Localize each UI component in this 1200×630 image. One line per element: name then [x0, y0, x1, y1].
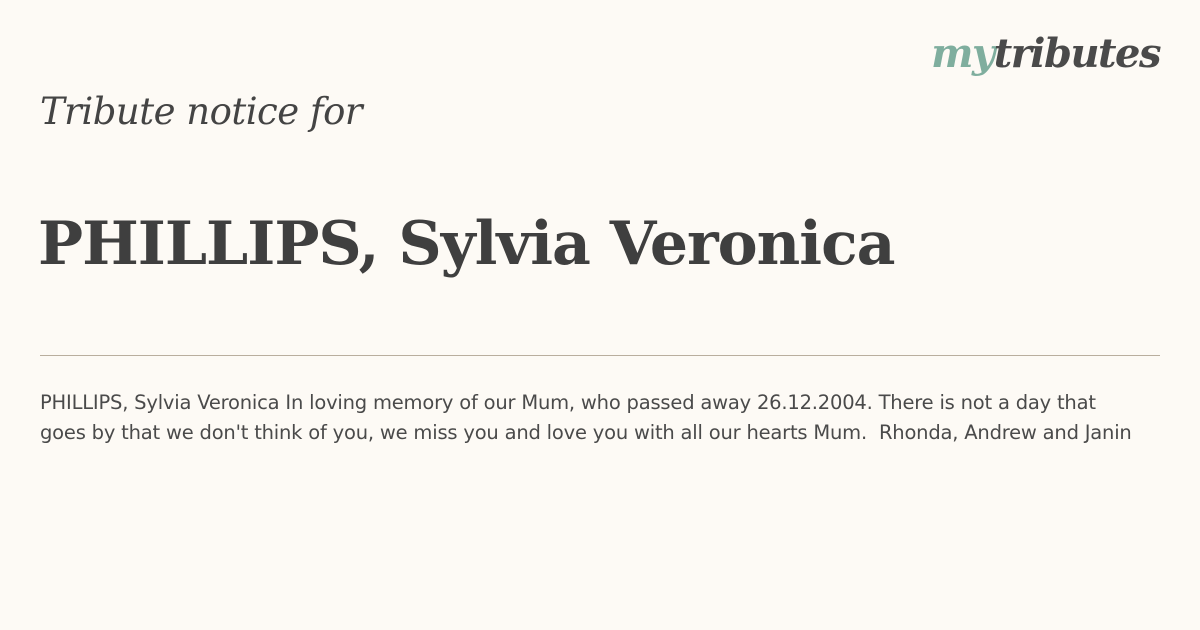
mytributes-logo: [931, 30, 1160, 77]
page-subtitle: Tribute notice for: [40, 90, 363, 133]
logo-my-text: my: [931, 30, 994, 77]
divider: [40, 355, 1160, 356]
tribute-notice-text: PHILLIPS, Sylvia Veronica In loving memory of our Mum, who passed away 26.12.2004. There is not a day that goes by that we don't think of you, we miss you and love you with all our hearts Mum. Rhonda, Andrew and Janin: [40, 391, 1132, 444]
deceased-name: PHILLIPS, Sylvia Veronica: [38, 209, 895, 279]
logo-tributes-text: tributes: [993, 30, 1160, 77]
